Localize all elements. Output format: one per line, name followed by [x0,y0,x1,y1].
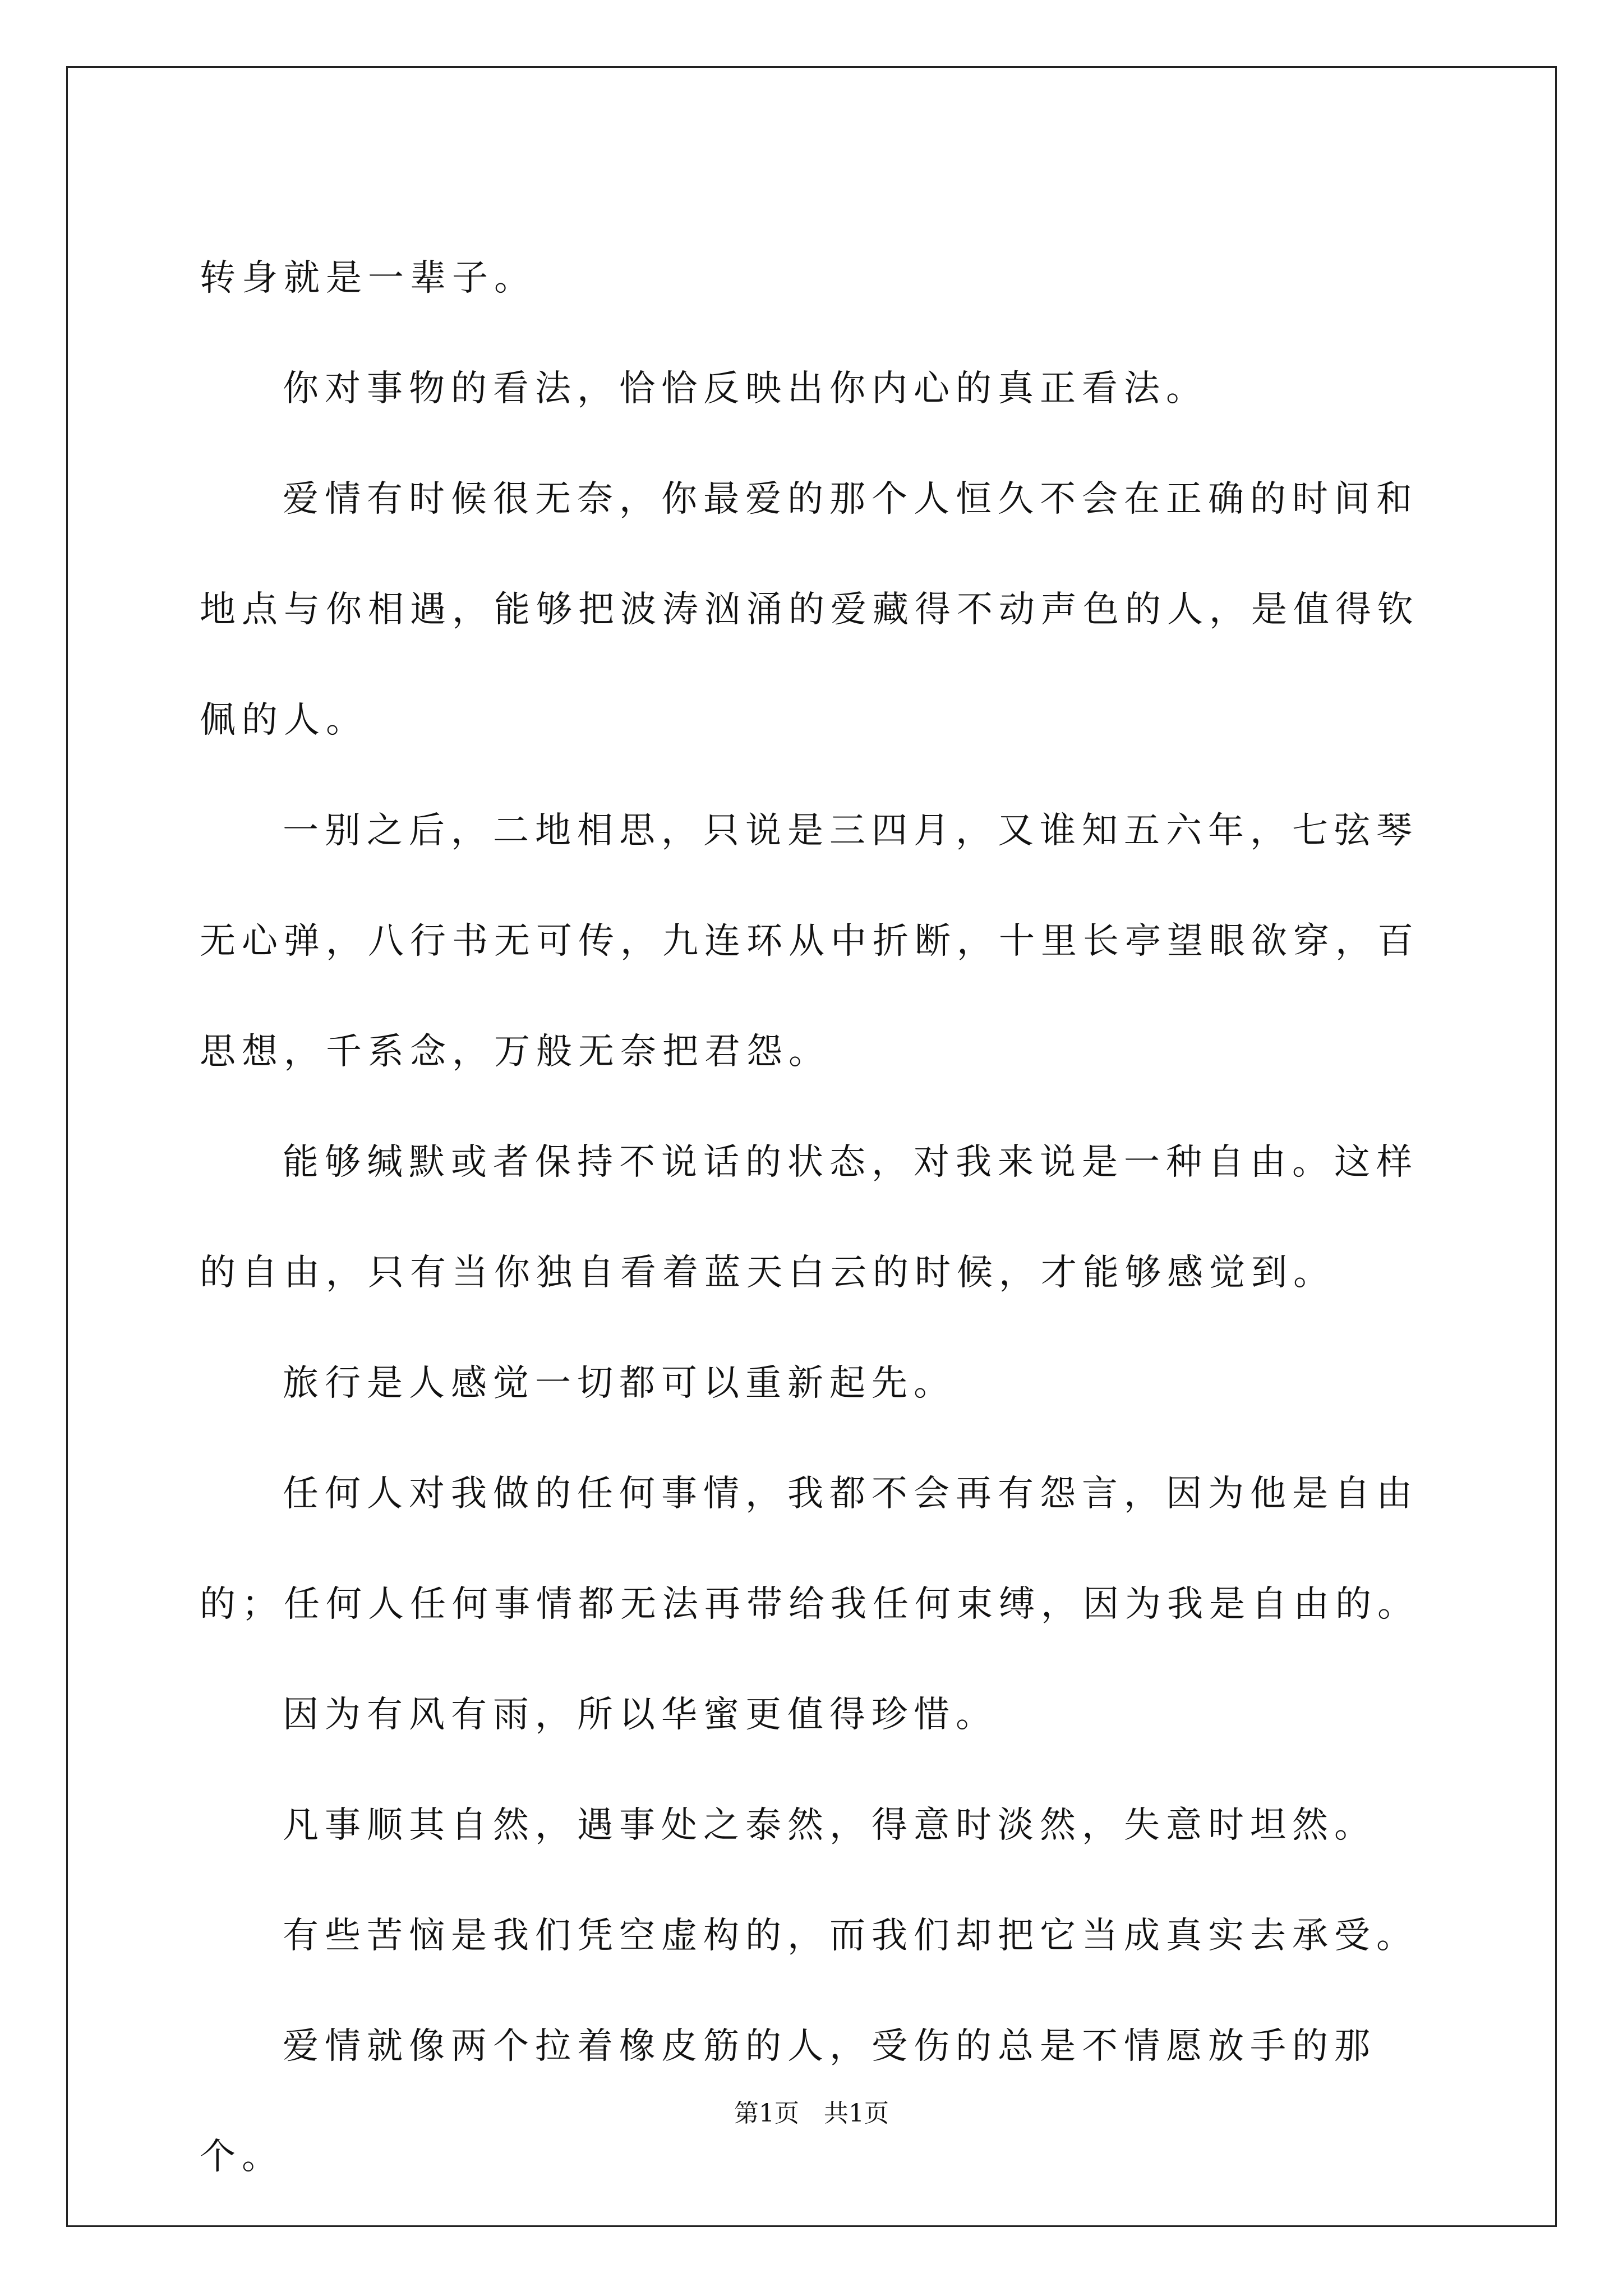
paragraph: 一别之后，二地相思，只说是三四月，又谁知五六年，七弦琴无心弹，八行书无可传，九连环从中折断，十里长亭望眼欲穿，百思想，千系念，万般无奈把君怨。 [200,810,1419,1073]
page-number-current: 第1页 [734,2099,799,2128]
page-footer [0,2097,1623,2131]
page-number-total: 共1页 [824,2099,889,2128]
paragraph: 因为有风有雨，所以华蜜更值得珍惜。 [283,1694,998,1736]
paragraph: 转身就是一辈子。 [200,257,536,299]
paragraph: 旅行是人感觉一切都可以重新起先。 [283,1363,956,1404]
document-body [200,223,1433,2212]
paragraph: 任何人对我做的任何事情，我都不会再有怨言，因为他是自由的；任何人任何事情都无法再带给我任何束缚，因为我是自由的。 [200,1473,1419,1625]
paragraph: 你对事物的看法，恰恰反映出你内心的真正看法。 [283,368,1208,409]
paragraph: 能够缄默或者保持不说话的状态，对我来说是一种自由。这样的自由，只有当你独自看着蓝天白云的时候，才能够感觉到。 [200,1142,1418,1294]
paragraph: 爱情有时候很无奈，你最爱的那个人恒久不会在正确的时间和地点与你相遇，能够把波涛汹涌的爱藏得不动声色的人，是值得钦佩的人。 [200,478,1419,741]
paragraph: 爱情就像两个拉着橡皮筋的人，受伤的总是不情愿放手的那个。 [200,2026,1376,2178]
paragraph: 凡事顺其自然，遇事处之泰然，得意时淡然，失意时坦然。 [283,1805,1376,1846]
paragraph: 有些苦恼是我们凭空虚构的，而我们却把它当成真实去承受。 [283,1915,1418,1957]
